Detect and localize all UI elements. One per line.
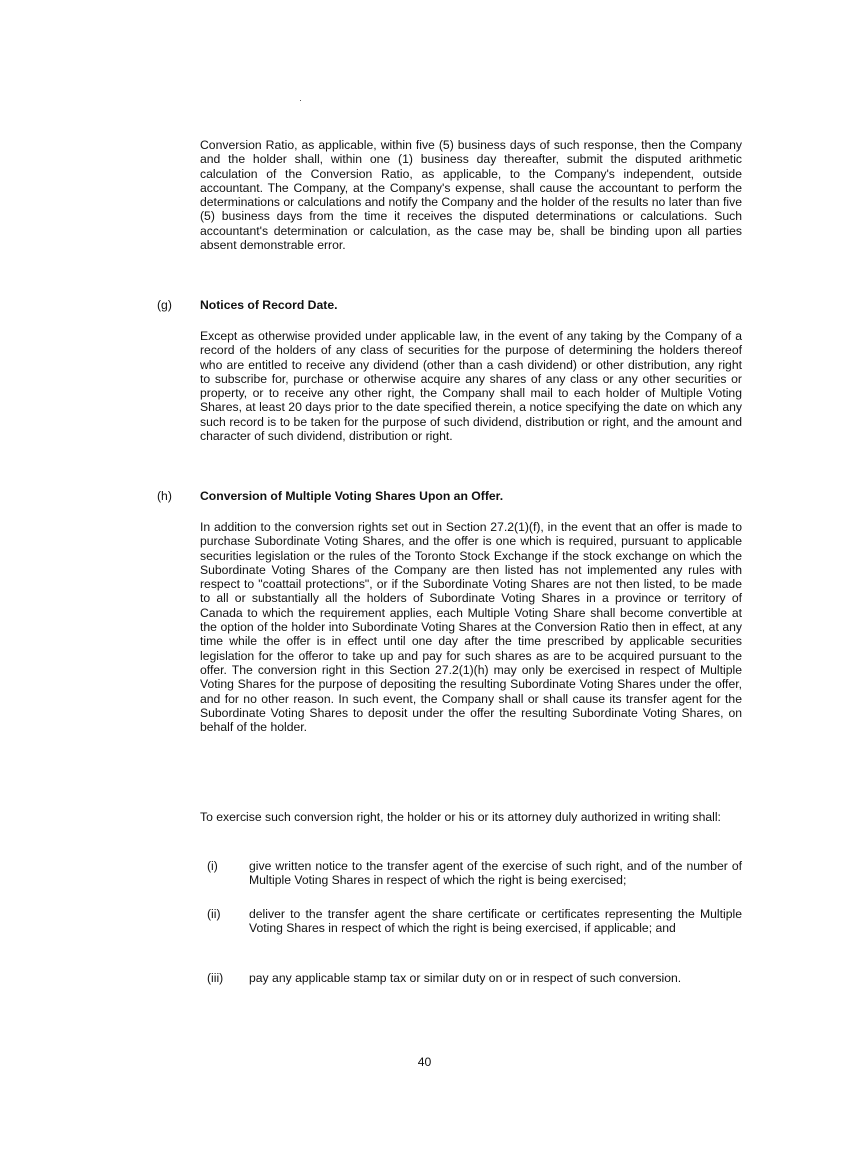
scan-dot-mark [300,100,301,101]
item-i-text: give written notice to the transfer agent of the exercise of such right, and of the number of Multiple Voting Shares in respect of which the right is being exercised; [249,859,742,888]
section-h-marker: (h) [157,489,172,503]
exercise-intro-paragraph: To exercise such conversion right, the holder or his or its attorney duly authorized in writing shall: [200,810,721,824]
item-iii-text: pay any applicable stamp tax or similar duty on or in respect of such conversion. [249,971,682,985]
item-ii-text: deliver to the transfer agent the share certificate or certificates representing the Multiple Voting Shares in respect of which the right is being exercised, if applicable; and [249,907,742,936]
section-g-marker: (g) [157,298,172,312]
item-iii-marker: (iii) [207,971,224,985]
section-h-body: In addition to the conversion rights set out in Section 27.2(1)(f), in the event that an offer is made to purchase Subordinate Voting Shares, and the offer is one which is required, pursuant to applicable securities legislation or the rules of the Toronto Stock Exchange if the stock exchange on which the Subordinate Voting Shares of the Company are then listed has not implemented any rules with respect to "coattail protections", or if the Subordinate Voting Shares are not then listed, to be made to all or substantially all the holders of Subordinate Voting Shares in a province or territory of Canada to which the requirement applies, each Multiple Voting Share shall become convertible at the option of the holder into Subordinate Voting Shares at the Conversion Ratio then in effect, at any time while the offer is in effect until one day after the time prescribed by applicable securities legislation for the offeror to take up and pay for such shares as are to be acquired pursuant to the offer. The conversion right in this Section 27.2(1)(h) may only be exercised in respect of Multiple Voting Shares for the purpose of depositing the resulting Subordinate Voting Shares under the offer, and for no other reason. In such event, the Company shall or shall cause its transfer agent for the Subordinate Voting Shares to deposit under the offer the resulting Subordinate Voting Shares, on behalf of the holder. [200,520,742,735]
item-i-marker: (i) [207,859,218,873]
section-h-heading: Conversion of Multiple Voting Shares Upon an Offer. [200,489,504,503]
section-g-heading: Notices of Record Date. [200,298,338,312]
item-ii-marker: (ii) [207,907,221,921]
page-number: 40 [417,1055,432,1069]
section-g-body: Except as otherwise provided under applicable law, in the event of any taking by the Company of a record of the holders of any class of securities for the purpose of determining the holders thereof who are entitled to receive any dividend (other than a cash dividend) or other distribution, any right to subscribe for, purchase or otherwise acquire any shares of any class or any other securities or property, or to receive any other right, the Company shall mail to each holder of Multiple Voting Shares, at least 20 days prior to the date specified therein, a notice specifying the date on which any such record is to be taken for the purpose of such dividend, distribution or right, and the amount and character of such dividend, distribution or right. [200,329,742,444]
continuation-paragraph: Conversion Ratio, as applicable, within five (5) business days of such response, then the Company and the holder shall, within one (1) business day thereafter, submit the disputed arithmetic calculation of the Conversion Ratio, as applicable, to the Company's independent, outside accountant. The Company, at the Company's expense, shall cause the accountant to perform the determinations or calculations and notify the Company and the holder of the results no later than five (5) business days from the time it receives the disputed determinations or calculations. Such accountant's determination or calculation, as the case may be, shall be binding upon all parties absent demonstrable error. [200,138,742,253]
